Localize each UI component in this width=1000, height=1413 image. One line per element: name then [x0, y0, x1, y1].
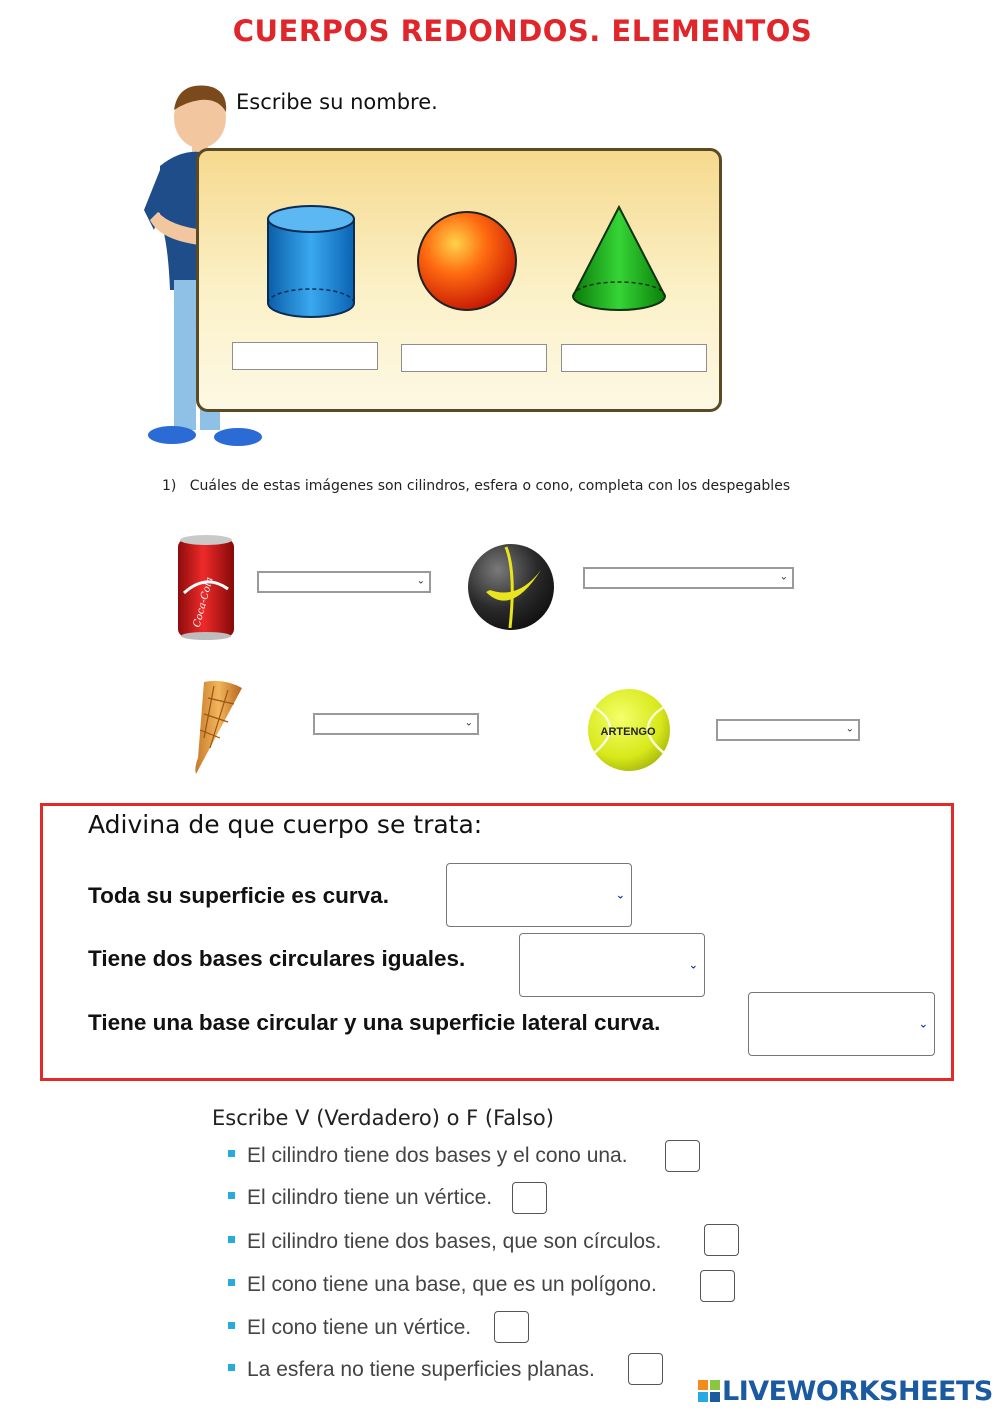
statement-3-answer[interactable] [704, 1224, 739, 1256]
statement-4-answer[interactable] [700, 1270, 735, 1302]
clue-3: Tiene una base circular y una superficie lateral curva. [88, 1010, 661, 1035]
chevron-down-icon: ⌄ [615, 888, 625, 902]
statement-2-answer[interactable] [512, 1182, 547, 1214]
chevron-down-icon: ⌄ [918, 1017, 928, 1031]
guess-heading: Adivina de que cuerpo se trata: [88, 810, 483, 839]
bullet-icon [228, 1279, 235, 1286]
bullet-icon [228, 1322, 235, 1329]
bullet-icon [228, 1150, 235, 1157]
statement-4: El cono tiene una base, que es un polígono. [228, 1273, 657, 1297]
cone-icon [569, 204, 669, 316]
cone-name-input[interactable] [561, 344, 707, 372]
statement-3: El cilindro tiene dos bases, que son círculos. [228, 1230, 661, 1254]
statement-6-answer [628, 1353, 663, 1385]
question-1: 1) Cuáles de estas imágenes son cilindros, esfera o cono, completa con los despegables [162, 478, 791, 494]
statement-1-answer[interactable] [665, 1140, 700, 1172]
cone-shape-select[interactable] [313, 713, 479, 735]
clue-1-select[interactable] [446, 863, 632, 927]
soccer-ball-image [466, 542, 556, 632]
tennis-ball-shape-select[interactable] [716, 719, 860, 741]
ball-shape-select[interactable] [583, 567, 794, 589]
chevron-down-icon: ⌄ [779, 571, 788, 583]
clue-1: Toda su superficie es curva. [88, 883, 389, 908]
clue-3-select[interactable] [748, 992, 935, 1056]
can-shape-select[interactable] [257, 571, 431, 593]
true-false-heading: Escribe V (Verdadero) o F (Falso) [212, 1106, 554, 1130]
chevron-down-icon: ⌄ [416, 575, 425, 587]
cylinder-icon [265, 203, 357, 321]
clue-2: Tiene dos bases circulares iguales. [88, 946, 466, 971]
can-label: Coca-Cola [191, 576, 216, 629]
bullet-icon [228, 1236, 235, 1243]
statement-6: La esfera no tiene superficies planas. [228, 1358, 595, 1382]
bullet-icon [228, 1364, 235, 1371]
tennis-ball-label: ARTENGO [600, 726, 656, 738]
shapes-board [196, 148, 722, 412]
liveworksheets-mark-icon [698, 1380, 720, 1402]
chevron-down-icon: ⌄ [845, 723, 854, 735]
tennis-ball-image [586, 687, 672, 773]
clue-2-select[interactable] [519, 933, 705, 997]
name-prompt: Escribe su nombre. [236, 90, 438, 114]
cylinder-name-input[interactable] [232, 342, 378, 370]
chevron-down-icon: ⌄ [688, 958, 698, 972]
chevron-down-icon: ⌄ [464, 717, 473, 729]
statement-5-answer[interactable] [494, 1311, 529, 1343]
sphere-name-input[interactable] [401, 344, 547, 372]
sphere-icon [415, 209, 519, 313]
page-title: CUERPOS REDONDOS. ELEMENTOS [232, 14, 813, 48]
statement-5: El cono tiene un vértice. [228, 1316, 471, 1340]
ice-cream-cone-image [190, 678, 246, 776]
bullet-icon [228, 1192, 235, 1199]
liveworksheets-logo: LIVEWORKSHEETS [698, 1376, 993, 1407]
soda-can-image [176, 533, 236, 641]
statement-1: El cilindro tiene dos bases y el cono una. [228, 1144, 628, 1168]
statement-2: El cilindro tiene un vértice. [228, 1186, 492, 1210]
